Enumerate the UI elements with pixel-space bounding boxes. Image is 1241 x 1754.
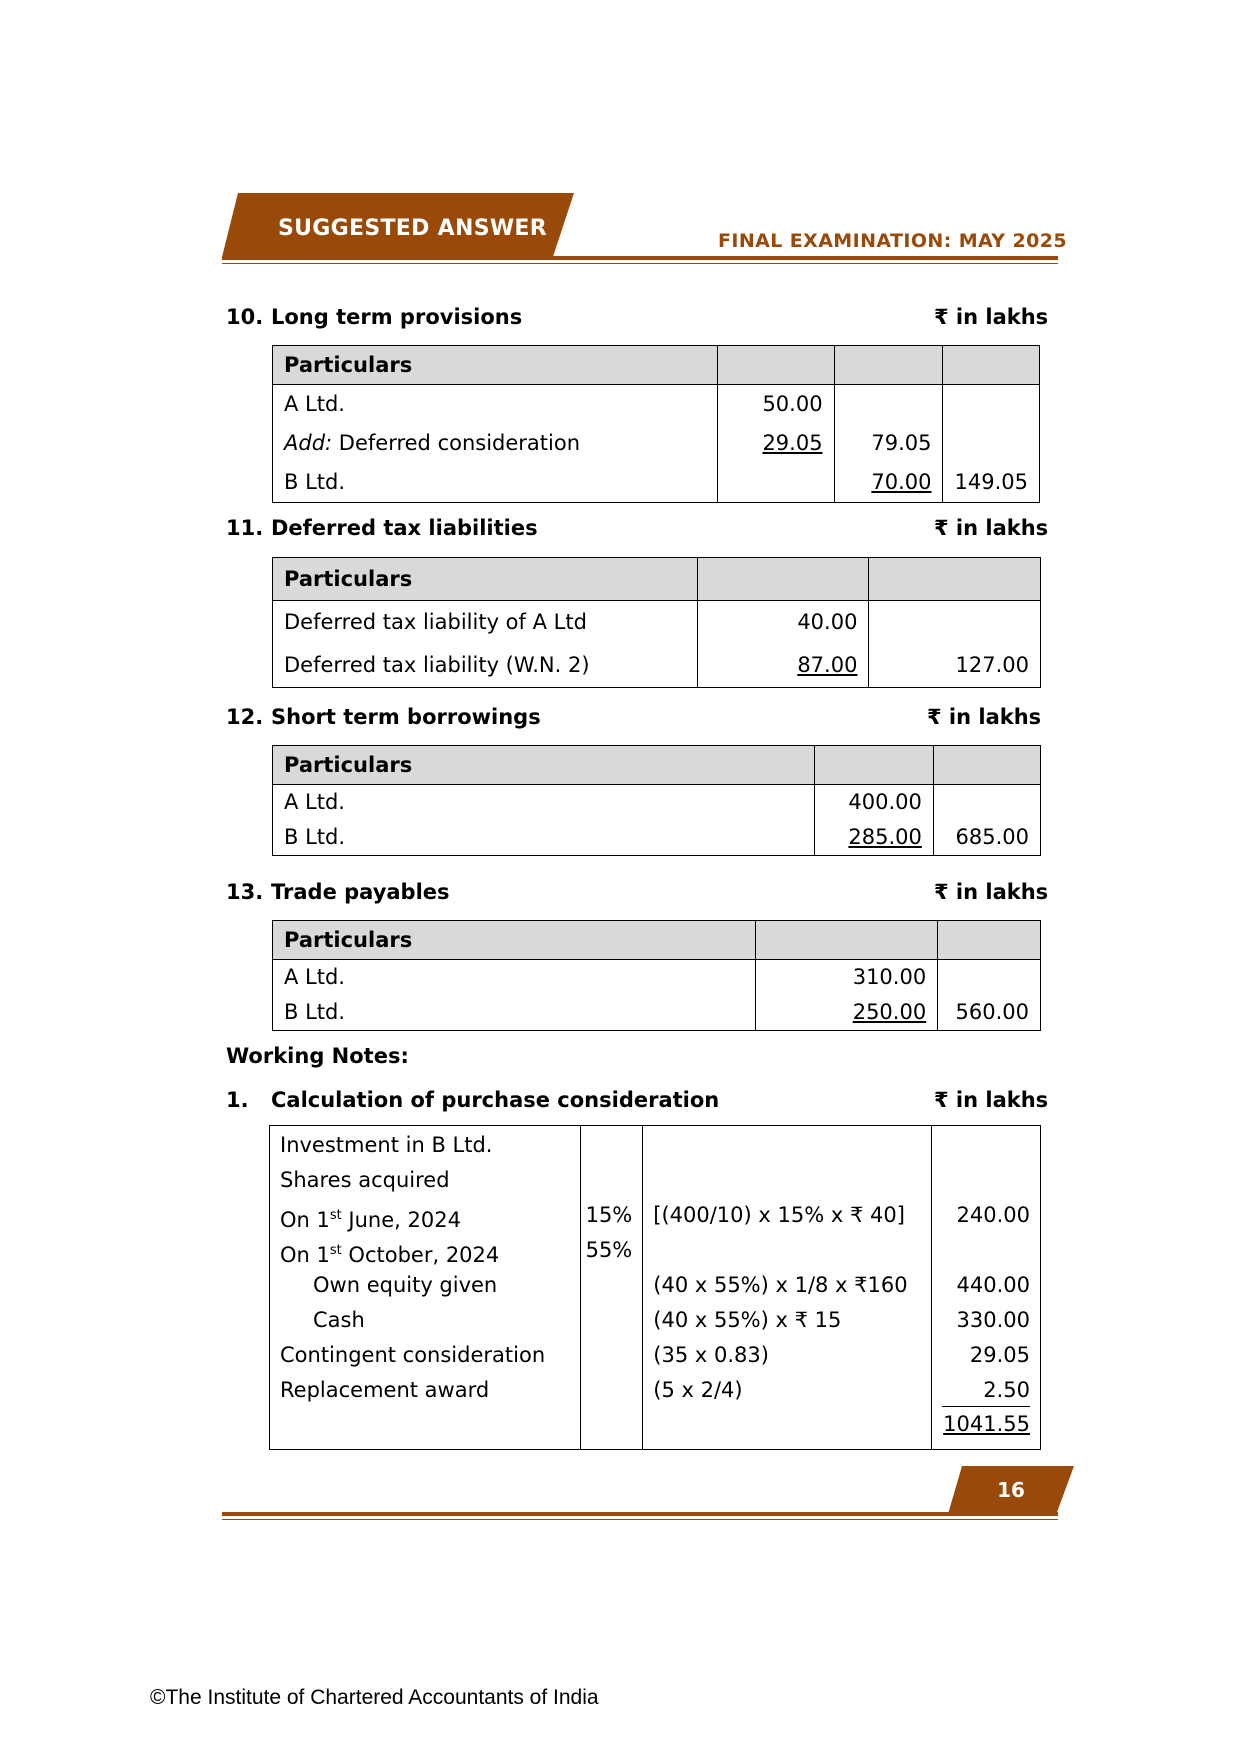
section-number: 12. — [226, 705, 264, 729]
section-title: Deferred tax liabilities — [271, 516, 538, 540]
row-label: A Ltd. — [284, 392, 345, 416]
section-number: 10. — [226, 305, 264, 329]
header-rule — [222, 256, 1058, 260]
section-12-heading — [226, 705, 541, 729]
amount-column-1 — [717, 385, 834, 503]
total-cell: 149.05 — [954, 470, 1028, 494]
amount-cell: 50.00 — [762, 392, 823, 416]
row-label: Investment in B Ltd. — [280, 1133, 493, 1157]
row-label-prefix: Add: — [284, 431, 333, 455]
section-number: 13. — [226, 880, 264, 904]
row-label: On 1st June, 2024 — [280, 1208, 461, 1232]
amount-column-1 — [814, 785, 933, 856]
label-column — [270, 1126, 581, 1450]
deferred-tax-table — [272, 557, 1041, 688]
row-label: Replacement award — [280, 1378, 490, 1402]
section-13-heading — [226, 880, 450, 904]
amount-column-1 — [755, 960, 937, 1031]
header-tab-label: SUGGESTED ANSWER — [278, 216, 547, 241]
row-label: Add: Deferred consideration — [284, 431, 581, 455]
page-number: 16 — [997, 1478, 1025, 1502]
row-label: Shares acquired — [280, 1168, 450, 1192]
amount-cell: 79.05 — [871, 431, 932, 455]
amount-cell: 29.05 — [969, 1343, 1030, 1367]
trade-payables-table — [272, 920, 1041, 1031]
copyright-notice: ©The Institute of Chartered Accountants of India — [150, 1686, 599, 1709]
footer-rule — [222, 1512, 1058, 1516]
amount-column-2 — [938, 960, 1041, 1031]
amount-cell: 240.00 — [956, 1203, 1030, 1227]
note-number: 1. — [226, 1088, 249, 1112]
label-cell — [273, 960, 756, 1031]
calculation-column — [643, 1126, 932, 1450]
column-header: Particulars — [273, 558, 698, 601]
amount-column-2 — [834, 385, 943, 503]
column-header: Particulars — [273, 746, 815, 785]
total-cell: 127.00 — [955, 653, 1029, 677]
working-notes-heading: Working Notes: — [226, 1044, 409, 1068]
header-rule-thin — [222, 263, 1058, 264]
calculation-cell: [(400/10) x 15% x ₹ 40] — [653, 1203, 905, 1227]
total-cell: 1041.55 — [943, 1412, 1030, 1436]
amount-cell: 2.50 — [942, 1373, 1030, 1407]
amount-cell: 70.00 — [871, 470, 932, 494]
note-title: Calculation of purchase consideration — [271, 1088, 720, 1112]
row-label: Own equity given — [313, 1273, 498, 1297]
unit-label: ₹ in lakhs — [934, 1088, 1049, 1112]
total-cell: 685.00 — [955, 825, 1029, 849]
amount-cell: 330.00 — [956, 1308, 1030, 1332]
section-11-heading — [226, 516, 538, 540]
footer-rule-thin — [222, 1519, 1058, 1520]
amount-column — [931, 1126, 1040, 1450]
row-label: B Ltd. — [284, 470, 346, 494]
column-header: Particulars — [273, 346, 718, 385]
amount-cell: 440.00 — [956, 1273, 1030, 1297]
row-label: B Ltd. — [284, 825, 346, 849]
amount-cell: 310.00 — [852, 965, 927, 989]
row-label: A Ltd. — [284, 790, 345, 814]
row-label: On 1st October, 2024 — [280, 1243, 500, 1267]
label-cell — [273, 385, 718, 503]
row-label: Deferred tax liability of A Ltd — [284, 610, 587, 634]
amount-cell: 285.00 — [848, 825, 922, 849]
section-title: Short term borrowings — [271, 705, 541, 729]
amount-cell: 250.00 — [852, 1000, 927, 1024]
section-title: Long term provisions — [271, 305, 523, 329]
amount-column-3 — [943, 385, 1040, 503]
amount-cell: 400.00 — [848, 790, 922, 814]
section-number: 11. — [226, 516, 264, 540]
calculation-cell: (40 x 55%) x ₹ 15 — [653, 1308, 842, 1332]
calculation-cell: (5 x 2/4) — [653, 1378, 743, 1402]
unit-label: ₹ in lakhs — [934, 305, 1049, 329]
column-header: Particulars — [273, 921, 756, 960]
purchase-consideration-table — [269, 1125, 1041, 1450]
amount-column-2 — [869, 601, 1041, 688]
row-label: Cash — [313, 1308, 365, 1332]
percent-cell: 55% — [585, 1238, 633, 1262]
amount-cell: 29.05 — [762, 431, 823, 455]
label-cell — [273, 785, 815, 856]
percent-cell: 15% — [585, 1203, 633, 1227]
working-note-1-heading — [226, 1088, 719, 1112]
long-term-provisions-table — [272, 345, 1040, 503]
calculation-cell: (40 x 55%) x 1/8 x ₹160 — [653, 1273, 908, 1297]
section-10-heading — [226, 305, 522, 329]
label-cell — [273, 601, 698, 688]
amount-cell: 40.00 — [797, 610, 858, 634]
section-title: Trade payables — [271, 880, 450, 904]
row-label: B Ltd. — [284, 1000, 346, 1024]
row-label: A Ltd. — [284, 965, 345, 989]
unit-label: ₹ in lakhs — [927, 705, 1042, 729]
unit-label: ₹ in lakhs — [934, 516, 1049, 540]
unit-label: ₹ in lakhs — [934, 880, 1049, 904]
calculation-cell: (35 x 0.83) — [653, 1343, 769, 1367]
amount-column-1 — [698, 601, 869, 688]
amount-cell: 87.00 — [797, 653, 858, 677]
row-label: Deferred tax liability (W.N. 2) — [284, 653, 590, 677]
short-term-borrowings-table — [272, 745, 1041, 856]
amount-column-2 — [933, 785, 1040, 856]
total-cell: 560.00 — [955, 1000, 1029, 1024]
row-label: Contingent consideration — [280, 1343, 546, 1367]
percent-column — [580, 1126, 642, 1450]
exam-title: FINAL EXAMINATION: MAY 2025 — [718, 230, 1067, 252]
